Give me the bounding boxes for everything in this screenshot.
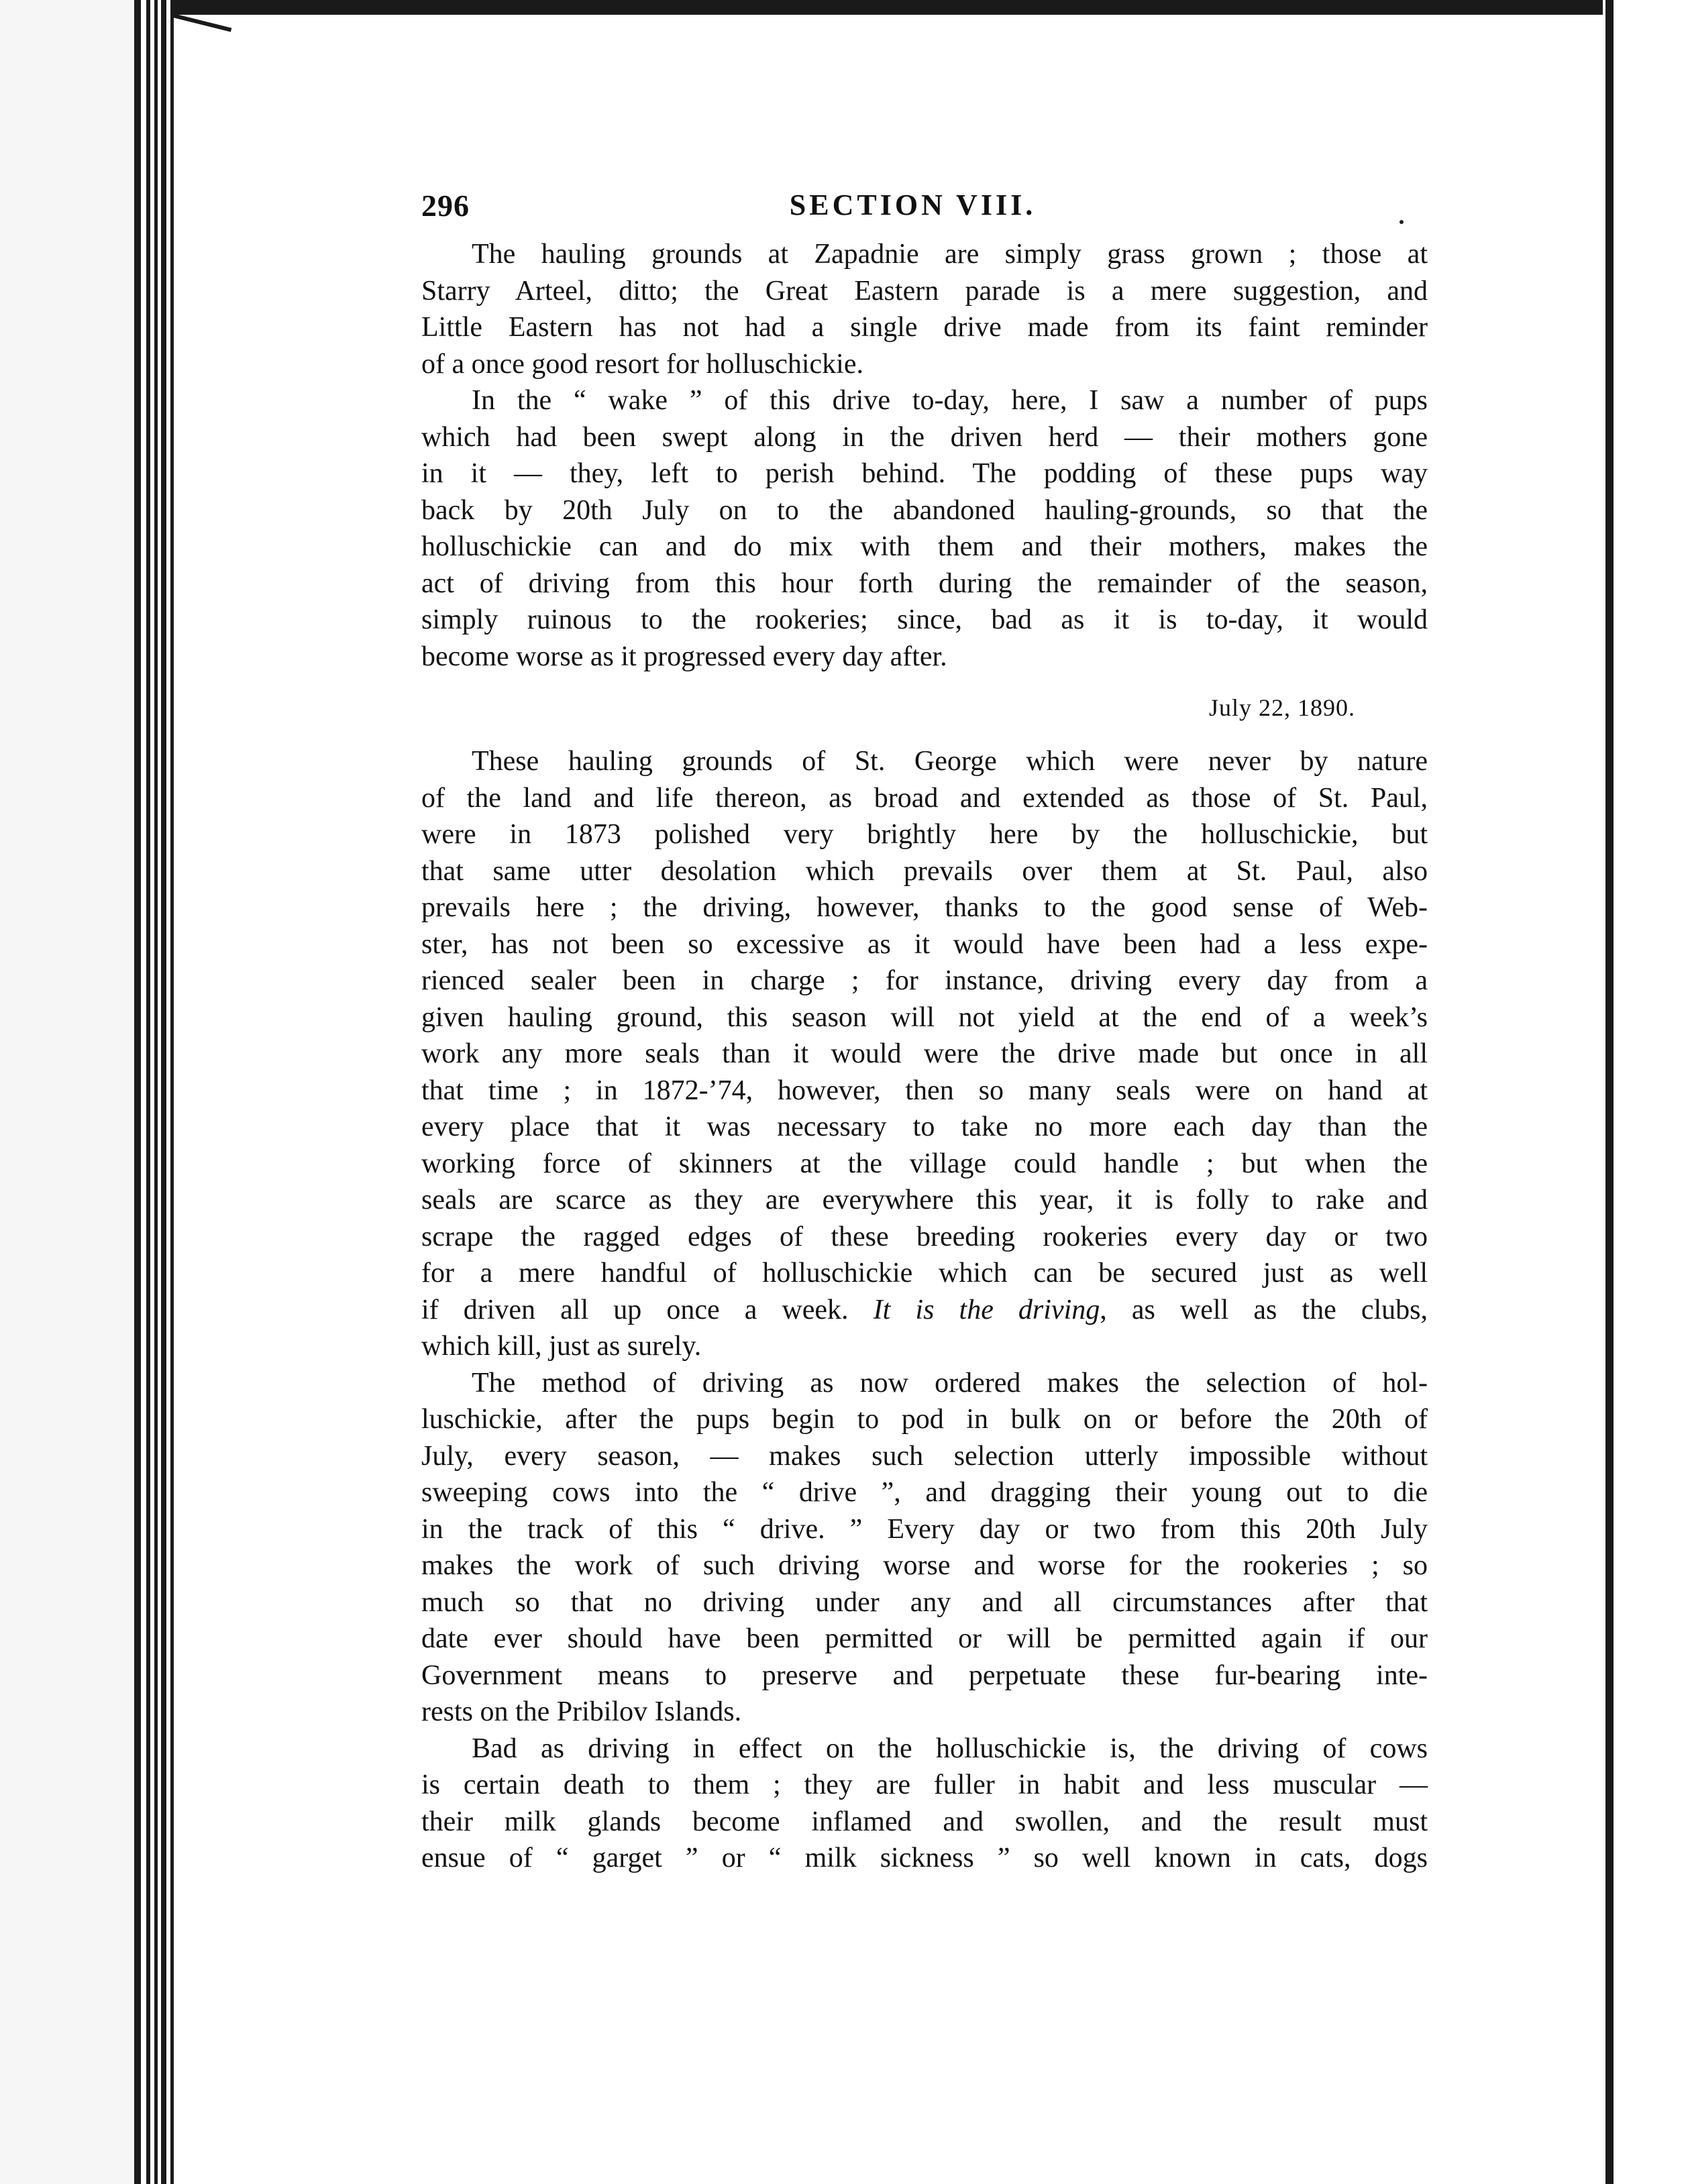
- body-text: [421, 236, 1428, 1877]
- text-line: These hauling grounds of St. George which were never by nature: [472, 746, 1428, 777]
- text-line: much so that no driving under any and all circumstances after that: [421, 1586, 1428, 1618]
- text-line: were in 1873 polished very brightly here by the holluschickie, but: [421, 819, 1428, 850]
- text-line: prevails here ; the driving, however, thanks to the good sense of Web-: [421, 892, 1428, 923]
- page-edge-line: [170, 0, 174, 2184]
- text-line: The hauling grounds at Zapadnie are simply grass grown ; those at: [472, 239, 1428, 270]
- text-line: become worse as it progressed every day after.: [421, 641, 947, 672]
- text-line: simply ruinous to the rookeries; since, bad as it is to-day, it would: [421, 604, 1428, 635]
- italic-emphasis: It is the driving: [873, 1294, 1100, 1325]
- running-head: [421, 188, 1404, 232]
- paragraph: [421, 236, 1428, 382]
- page-edge-line: [134, 0, 141, 2184]
- text-line: which kill, just as surely.: [421, 1331, 702, 1362]
- text-line: in it — they, left to perish behind. The podding of these pups way: [421, 458, 1428, 489]
- paragraph: [421, 1731, 1428, 1877]
- text-line: in the track of this “ drive. ” Every day or two from this 20th July: [421, 1513, 1428, 1545]
- text-line: luschickie, after the pups begin to pod in bulk on or before the 20th of: [421, 1404, 1428, 1435]
- paragraph: [421, 1365, 1428, 1731]
- text-line: holluschickie can and do mix with them and their mothers, makes the: [421, 531, 1428, 562]
- page-edge-line: [146, 0, 150, 2184]
- text-line: July, every season, — makes such selection utterly impossible without: [421, 1440, 1428, 1472]
- text-line: act of driving from this hour forth during the remainder of the season,: [421, 567, 1428, 599]
- book-margin: [0, 0, 134, 2184]
- text-line: for a mere handful of holluschickie which can be secured just as well: [421, 1258, 1428, 1289]
- text-line: of the land and life thereon, as broad and extended as those of St. Paul,: [421, 782, 1428, 814]
- text-line: every place that it was necessary to take no more each day than the: [421, 1111, 1428, 1142]
- right-border: [1605, 0, 1614, 2184]
- text-line: ensue of “ garget ” or “ milk sickness ” so well known in cats, dogs: [421, 1843, 1428, 1873]
- text-line: that same utter desolation which prevails over them at St. Paul, also: [421, 855, 1428, 887]
- text-line: their milk glands become inflamed and swollen, and the result must: [421, 1806, 1428, 1837]
- text-line: is certain death to them ; they are fuller in habit and less muscular —: [421, 1769, 1428, 1800]
- text-line: The method of driving as now ordered makes the selection of hol-: [472, 1367, 1428, 1399]
- top-border: [174, 0, 1603, 15]
- text-line: In the “ wake ” of this drive to-day, here, I saw a number of pups: [472, 385, 1428, 416]
- page-stack-edge: [0, 0, 176, 2184]
- text-line: rests on the Pribilov Islands.: [421, 1696, 742, 1727]
- page-number: 296: [421, 188, 470, 223]
- section-title: SECTION VIII.: [789, 188, 1037, 221]
- text-line: Bad as driving in effect on the holluschickie is, the driving of cows: [472, 1733, 1428, 1764]
- corner-fold-mark: [170, 13, 231, 38]
- text-line: that time ; in 1872-’74, however, then so many seals were on hand at: [421, 1075, 1428, 1106]
- date-line: July 22, 1890.: [1208, 694, 1355, 721]
- text-line: Little Eastern has not had a single drive made from its faint reminder: [421, 312, 1428, 343]
- text-line: date ever should have been permitted or will be permitted again if our: [421, 1623, 1428, 1654]
- text-line: Starry Arteel, ditto; the Great Eastern parade is a mere suggestion, and: [421, 275, 1428, 307]
- text-line: makes the work of such driving worse and worse for the rookeries ; so: [421, 1550, 1428, 1581]
- text-line: back by 20th July on to the abandoned hauling-grounds, so that the: [421, 494, 1428, 526]
- text-line: work any more seals than it would were the drive made but once in all: [421, 1038, 1428, 1069]
- text-line-with-italic: [421, 1292, 1428, 1329]
- text-line: of a once good resort for holluschickie.: [421, 348, 863, 380]
- text-run: , as well as the clubs,: [1100, 1294, 1428, 1325]
- text-line: rienced sealer been in charge ; for instance, driving every day from a: [421, 965, 1428, 996]
- text-run: if driven all up once a week.: [421, 1294, 874, 1325]
- page-edge-line: [154, 0, 158, 2184]
- paragraph: [421, 382, 1428, 675]
- text-line: working force of skinners at the village could handle ; but when the: [421, 1148, 1428, 1179]
- text-line: seals are scarce as they are everywhere this year, it is folly to rake and: [421, 1185, 1428, 1215]
- text-line: Government means to preserve and perpetuate these fur-bearing inte-: [421, 1659, 1428, 1691]
- text-line: ster, has not been so excessive as it would have been had a less expe-: [421, 928, 1428, 960]
- text-line: sweeping cows into the “ drive ”, and dragging their young out to die: [421, 1477, 1428, 1508]
- text-line: scrape the ragged edges of these breeding rookeries every day or two: [421, 1221, 1428, 1252]
- page-edge-line: [161, 0, 166, 2184]
- text-line: given hauling ground, this season will not yield at the end of a week’s: [421, 1001, 1428, 1033]
- text-line: which had been swept along in the driven herd — their mothers gone: [421, 421, 1428, 453]
- paragraph: [421, 743, 1428, 1365]
